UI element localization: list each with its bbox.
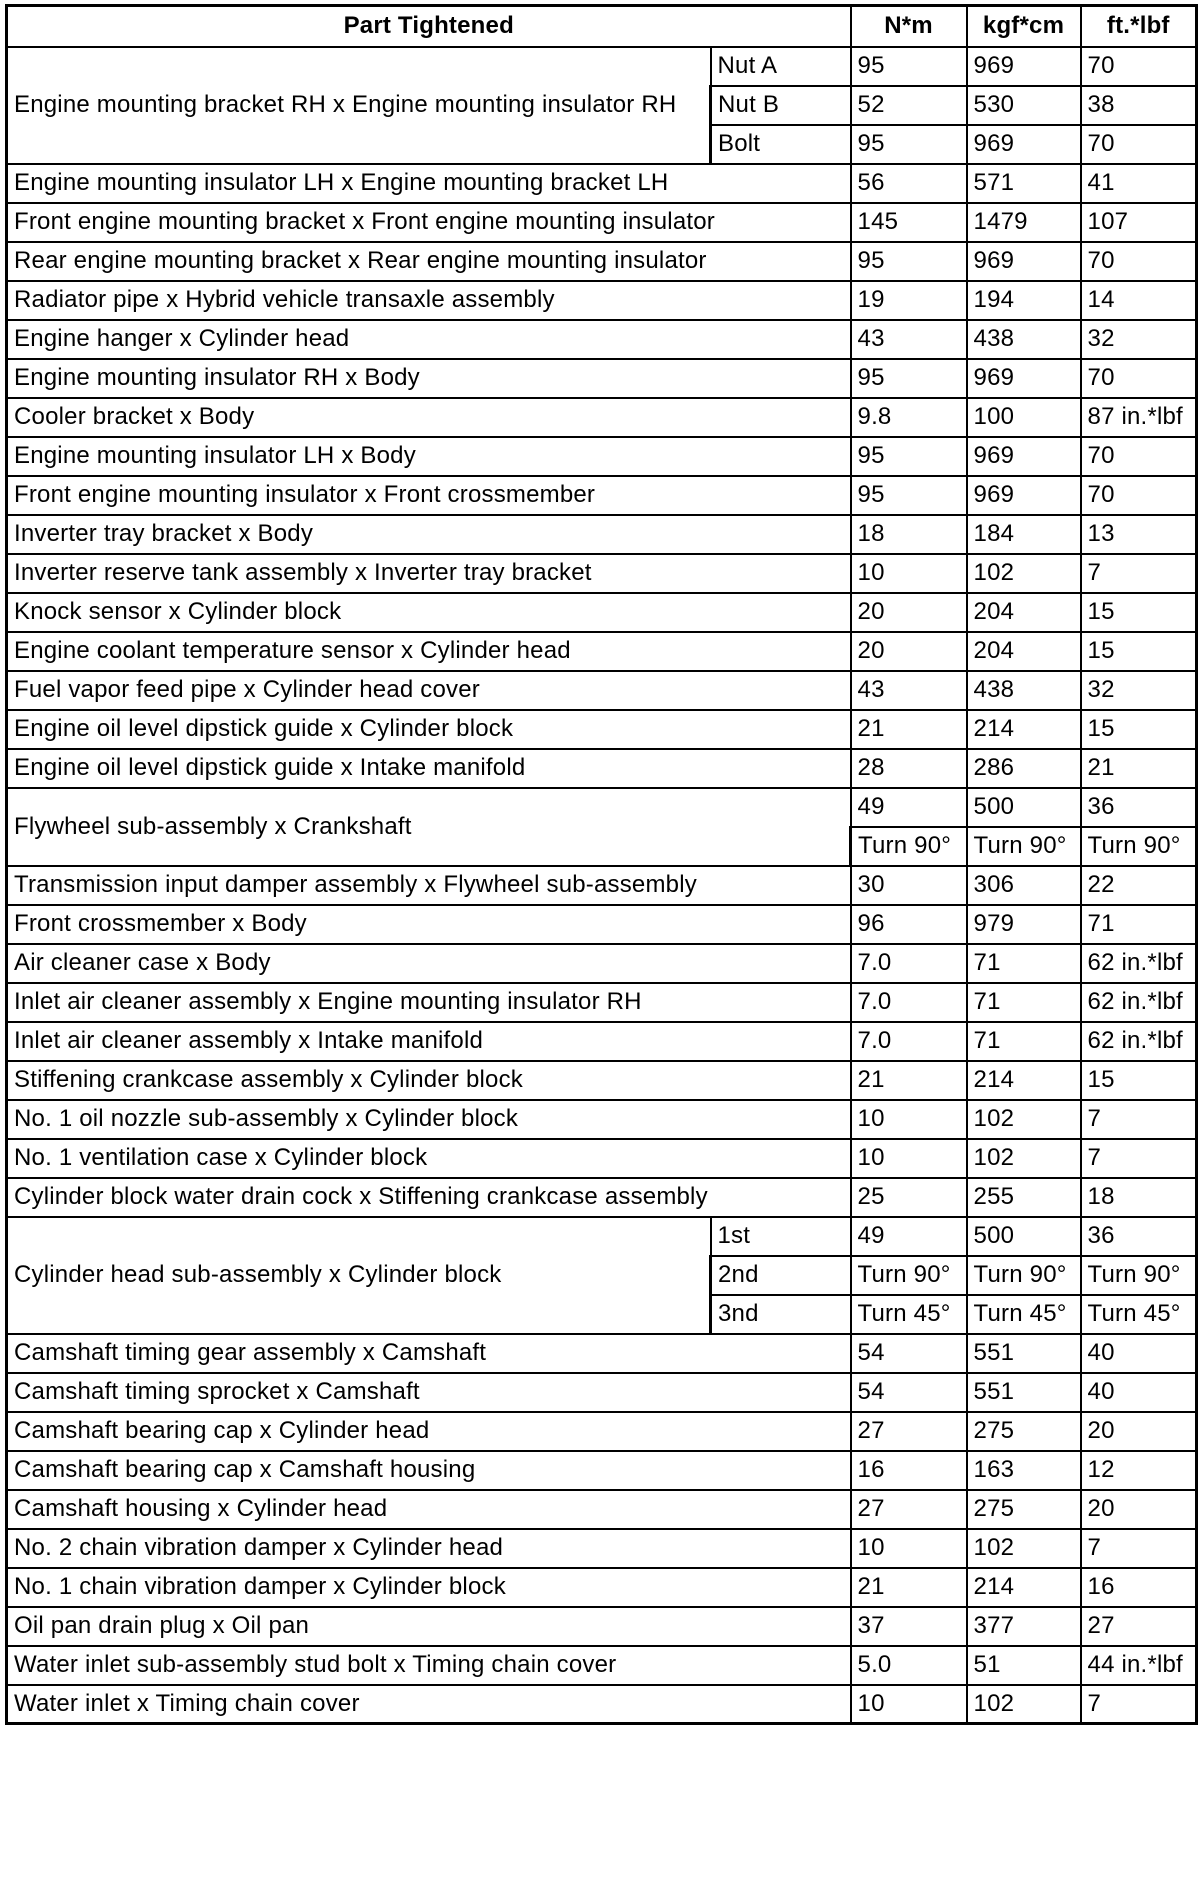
torque-kgf-cm: 214	[967, 1568, 1081, 1607]
torque-kgf-cm: 204	[967, 632, 1081, 671]
torque-kgf-cm: 51	[967, 1646, 1081, 1685]
torque-nm: 10	[851, 1685, 967, 1724]
table-row	[7, 1646, 1197, 1685]
torque-kgf-cm: 204	[967, 593, 1081, 632]
part-name: No. 1 ventilation case x Cylinder block	[7, 1139, 851, 1178]
part-name: Engine coolant temperature sensor x Cylinder head	[7, 632, 851, 671]
table-row	[7, 905, 1197, 944]
part-name: Inlet air cleaner assembly x Engine mounting insulator RH	[7, 983, 851, 1022]
part-name: Inverter reserve tank assembly x Inverter tray bracket	[7, 554, 851, 593]
part-name: Cylinder head sub-assembly x Cylinder block	[7, 1217, 711, 1334]
torque-kgf-cm: 979	[967, 905, 1081, 944]
torque-nm: 7.0	[851, 983, 967, 1022]
torque-kgf-cm: Turn 45°	[967, 1295, 1081, 1334]
torque-nm: 20	[851, 632, 967, 671]
torque-kgf-cm: 214	[967, 1061, 1081, 1100]
torque-kgf-cm: 275	[967, 1412, 1081, 1451]
torque-nm: 7.0	[851, 944, 967, 983]
torque-nm: 30	[851, 866, 967, 905]
torque-ft-lbf: 16	[1081, 1568, 1197, 1607]
torque-ft-lbf: 70	[1081, 437, 1197, 476]
table-row	[7, 1412, 1197, 1451]
torque-ft-lbf: 15	[1081, 710, 1197, 749]
torque-kgf-cm: 571	[967, 164, 1081, 203]
part-name: Engine mounting bracket RH x Engine mounting insulator RH	[7, 47, 711, 164]
torque-kgf-cm: 551	[967, 1334, 1081, 1373]
torque-specification-sheet	[5, 4, 1198, 1725]
sub-item-label: Nut A	[711, 47, 851, 86]
torque-kgf-cm: 969	[967, 476, 1081, 515]
part-name: Camshaft bearing cap x Camshaft housing	[7, 1451, 851, 1490]
torque-table	[5, 4, 1198, 1725]
torque-kgf-cm: 438	[967, 320, 1081, 359]
part-name: Stiffening crankcase assembly x Cylinder block	[7, 1061, 851, 1100]
table-row	[7, 1061, 1197, 1100]
torque-nm: 52	[851, 86, 967, 125]
header-ft-lbf: ft.*lbf	[1081, 6, 1197, 47]
part-name: No. 1 oil nozzle sub-assembly x Cylinder block	[7, 1100, 851, 1139]
table-row	[7, 983, 1197, 1022]
torque-nm: 95	[851, 476, 967, 515]
table-row	[7, 749, 1197, 788]
torque-kgf-cm: 194	[967, 281, 1081, 320]
torque-ft-lbf: 44 in.*lbf	[1081, 1646, 1197, 1685]
torque-kgf-cm: 163	[967, 1451, 1081, 1490]
torque-kgf-cm: 102	[967, 1100, 1081, 1139]
torque-kgf-cm: Turn 90°	[967, 827, 1081, 866]
table-row	[7, 1568, 1197, 1607]
table-row	[7, 1607, 1197, 1646]
torque-ft-lbf: 7	[1081, 1139, 1197, 1178]
torque-kgf-cm: 969	[967, 437, 1081, 476]
part-name: Knock sensor x Cylinder block	[7, 593, 851, 632]
torque-ft-lbf: 27	[1081, 1607, 1197, 1646]
torque-ft-lbf: 87 in.*lbf	[1081, 398, 1197, 437]
torque-ft-lbf: 38	[1081, 86, 1197, 125]
torque-nm: 96	[851, 905, 967, 944]
torque-nm: 49	[851, 788, 967, 827]
sub-item-label: 1st	[711, 1217, 851, 1256]
torque-kgf-cm: 71	[967, 983, 1081, 1022]
torque-kgf-cm: 306	[967, 866, 1081, 905]
torque-kgf-cm: 1479	[967, 203, 1081, 242]
torque-nm: 10	[851, 1139, 967, 1178]
table-row	[7, 1217, 1197, 1256]
torque-ft-lbf: 36	[1081, 788, 1197, 827]
torque-ft-lbf: 62 in.*lbf	[1081, 983, 1197, 1022]
torque-ft-lbf: 40	[1081, 1373, 1197, 1412]
torque-kgf-cm: 102	[967, 1139, 1081, 1178]
table-row	[7, 242, 1197, 281]
part-name: Inlet air cleaner assembly x Intake manifold	[7, 1022, 851, 1061]
torque-nm: 54	[851, 1334, 967, 1373]
part-name: Camshaft housing x Cylinder head	[7, 1490, 851, 1529]
table-row	[7, 1529, 1197, 1568]
part-name: Flywheel sub-assembly x Crankshaft	[7, 788, 851, 866]
torque-nm: 56	[851, 164, 967, 203]
torque-nm: 28	[851, 749, 967, 788]
part-name: Fuel vapor feed pipe x Cylinder head cover	[7, 671, 851, 710]
torque-ft-lbf: 40	[1081, 1334, 1197, 1373]
table-row	[7, 437, 1197, 476]
part-name: Transmission input damper assembly x Flywheel sub-assembly	[7, 866, 851, 905]
part-name: No. 2 chain vibration damper x Cylinder head	[7, 1529, 851, 1568]
torque-ft-lbf: Turn 90°	[1081, 827, 1197, 866]
torque-ft-lbf: Turn 90°	[1081, 1256, 1197, 1295]
sub-item-label: 2nd	[711, 1256, 851, 1295]
part-name: Air cleaner case x Body	[7, 944, 851, 983]
torque-nm: Turn 90°	[851, 827, 967, 866]
torque-nm: 95	[851, 242, 967, 281]
torque-kgf-cm: Turn 90°	[967, 1256, 1081, 1295]
torque-ft-lbf: 32	[1081, 671, 1197, 710]
table-row	[7, 1451, 1197, 1490]
table-row	[7, 1022, 1197, 1061]
part-name: Engine mounting insulator RH x Body	[7, 359, 851, 398]
torque-ft-lbf: 18	[1081, 1178, 1197, 1217]
torque-ft-lbf: 15	[1081, 593, 1197, 632]
torque-nm: 7.0	[851, 1022, 967, 1061]
torque-ft-lbf: 70	[1081, 242, 1197, 281]
torque-ft-lbf: 21	[1081, 749, 1197, 788]
part-name: Engine hanger x Cylinder head	[7, 320, 851, 359]
table-row	[7, 1139, 1197, 1178]
torque-kgf-cm: 438	[967, 671, 1081, 710]
torque-nm: 145	[851, 203, 967, 242]
torque-ft-lbf: 22	[1081, 866, 1197, 905]
sub-item-label: Bolt	[711, 125, 851, 164]
part-name: Water inlet x Timing chain cover	[7, 1685, 851, 1724]
header-kgf-cm: kgf*cm	[967, 6, 1081, 47]
torque-kgf-cm: 102	[967, 1529, 1081, 1568]
torque-kgf-cm: 551	[967, 1373, 1081, 1412]
torque-nm: 20	[851, 593, 967, 632]
torque-nm: 21	[851, 1061, 967, 1100]
torque-table-body	[7, 47, 1197, 1724]
torque-nm: 16	[851, 1451, 967, 1490]
torque-ft-lbf: 107	[1081, 203, 1197, 242]
torque-nm: 21	[851, 1568, 967, 1607]
part-name: Rear engine mounting bracket x Rear engine mounting insulator	[7, 242, 851, 281]
torque-ft-lbf: 36	[1081, 1217, 1197, 1256]
torque-nm: 95	[851, 47, 967, 86]
torque-nm: 9.8	[851, 398, 967, 437]
torque-kgf-cm: 71	[967, 1022, 1081, 1061]
table-row	[7, 515, 1197, 554]
torque-nm: 95	[851, 125, 967, 164]
part-name: Radiator pipe x Hybrid vehicle transaxle assembly	[7, 281, 851, 320]
part-name: Water inlet sub-assembly stud bolt x Timing chain cover	[7, 1646, 851, 1685]
torque-kgf-cm: 969	[967, 359, 1081, 398]
part-name: Oil pan drain plug x Oil pan	[7, 1607, 851, 1646]
torque-nm: 54	[851, 1373, 967, 1412]
table-row	[7, 593, 1197, 632]
torque-nm: 43	[851, 320, 967, 359]
torque-nm: 49	[851, 1217, 967, 1256]
torque-nm: 95	[851, 437, 967, 476]
header-nm: N*m	[851, 6, 967, 47]
torque-kgf-cm: 377	[967, 1607, 1081, 1646]
torque-ft-lbf: 32	[1081, 320, 1197, 359]
torque-ft-lbf: 15	[1081, 632, 1197, 671]
table-row	[7, 359, 1197, 398]
torque-ft-lbf: 62 in.*lbf	[1081, 944, 1197, 983]
part-name: Camshaft timing gear assembly x Camshaft	[7, 1334, 851, 1373]
table-row	[7, 1373, 1197, 1412]
table-row	[7, 866, 1197, 905]
table-row	[7, 671, 1197, 710]
torque-kgf-cm: 969	[967, 125, 1081, 164]
torque-kgf-cm: 214	[967, 710, 1081, 749]
torque-ft-lbf: 70	[1081, 359, 1197, 398]
torque-kgf-cm: 184	[967, 515, 1081, 554]
sub-item-label: 3nd	[711, 1295, 851, 1334]
torque-nm: 19	[851, 281, 967, 320]
table-row	[7, 632, 1197, 671]
part-name: Cooler bracket x Body	[7, 398, 851, 437]
part-name: Camshaft timing sprocket x Camshaft	[7, 1373, 851, 1412]
torque-ft-lbf: 7	[1081, 1529, 1197, 1568]
torque-ft-lbf: 14	[1081, 281, 1197, 320]
torque-ft-lbf: 15	[1081, 1061, 1197, 1100]
torque-nm: 43	[851, 671, 967, 710]
torque-kgf-cm: 255	[967, 1178, 1081, 1217]
table-row	[7, 554, 1197, 593]
table-row	[7, 203, 1197, 242]
torque-ft-lbf: 70	[1081, 125, 1197, 164]
part-name: Front engine mounting bracket x Front engine mounting insulator	[7, 203, 851, 242]
part-name: Engine mounting insulator LH x Body	[7, 437, 851, 476]
torque-nm: 5.0	[851, 1646, 967, 1685]
torque-ft-lbf: 71	[1081, 905, 1197, 944]
torque-kgf-cm: 102	[967, 1685, 1081, 1724]
torque-kgf-cm: 275	[967, 1490, 1081, 1529]
torque-nm: 10	[851, 554, 967, 593]
torque-nm: 37	[851, 1607, 967, 1646]
torque-ft-lbf: 70	[1081, 476, 1197, 515]
torque-ft-lbf: Turn 45°	[1081, 1295, 1197, 1334]
torque-nm: 10	[851, 1529, 967, 1568]
torque-ft-lbf: 7	[1081, 1685, 1197, 1724]
torque-kgf-cm: 71	[967, 944, 1081, 983]
table-row	[7, 320, 1197, 359]
table-row	[7, 281, 1197, 320]
part-name: Cylinder block water drain cock x Stiffening crankcase assembly	[7, 1178, 851, 1217]
torque-ft-lbf: 7	[1081, 554, 1197, 593]
torque-ft-lbf: 7	[1081, 1100, 1197, 1139]
part-name: Camshaft bearing cap x Cylinder head	[7, 1412, 851, 1451]
part-name: Engine oil level dipstick guide x Cylinder block	[7, 710, 851, 749]
part-name: No. 1 chain vibration damper x Cylinder block	[7, 1568, 851, 1607]
torque-kgf-cm: 286	[967, 749, 1081, 788]
torque-ft-lbf: 62 in.*lbf	[1081, 1022, 1197, 1061]
torque-kgf-cm: 530	[967, 86, 1081, 125]
torque-nm: 27	[851, 1490, 967, 1529]
torque-nm: 95	[851, 359, 967, 398]
torque-ft-lbf: 41	[1081, 164, 1197, 203]
torque-kgf-cm: 100	[967, 398, 1081, 437]
torque-nm: 21	[851, 710, 967, 749]
part-name: Engine oil level dipstick guide x Intake manifold	[7, 749, 851, 788]
torque-ft-lbf: 13	[1081, 515, 1197, 554]
table-row	[7, 1334, 1197, 1373]
table-row	[7, 1100, 1197, 1139]
torque-kgf-cm: 500	[967, 1217, 1081, 1256]
header-part-tightened: Part Tightened	[7, 6, 851, 47]
table-row	[7, 788, 1197, 827]
table-row	[7, 1490, 1197, 1529]
torque-nm: Turn 90°	[851, 1256, 967, 1295]
torque-nm: Turn 45°	[851, 1295, 967, 1334]
torque-ft-lbf: 12	[1081, 1451, 1197, 1490]
table-row	[7, 476, 1197, 515]
table-row	[7, 164, 1197, 203]
torque-kgf-cm: 102	[967, 554, 1081, 593]
table-row	[7, 944, 1197, 983]
part-name: Inverter tray bracket x Body	[7, 515, 851, 554]
part-name: Front engine mounting insulator x Front crossmember	[7, 476, 851, 515]
table-row	[7, 1685, 1197, 1724]
table-row	[7, 710, 1197, 749]
torque-nm: 27	[851, 1412, 967, 1451]
table-row	[7, 47, 1197, 86]
table-row	[7, 398, 1197, 437]
torque-ft-lbf: 20	[1081, 1412, 1197, 1451]
torque-nm: 10	[851, 1100, 967, 1139]
torque-kgf-cm: 969	[967, 242, 1081, 281]
torque-kgf-cm: 500	[967, 788, 1081, 827]
torque-ft-lbf: 20	[1081, 1490, 1197, 1529]
torque-kgf-cm: 969	[967, 47, 1081, 86]
header-row	[7, 6, 1197, 47]
torque-nm: 18	[851, 515, 967, 554]
part-name: Front crossmember x Body	[7, 905, 851, 944]
torque-ft-lbf: 70	[1081, 47, 1197, 86]
table-row	[7, 1178, 1197, 1217]
sub-item-label: Nut B	[711, 86, 851, 125]
part-name: Engine mounting insulator LH x Engine mounting bracket LH	[7, 164, 851, 203]
torque-nm: 25	[851, 1178, 967, 1217]
